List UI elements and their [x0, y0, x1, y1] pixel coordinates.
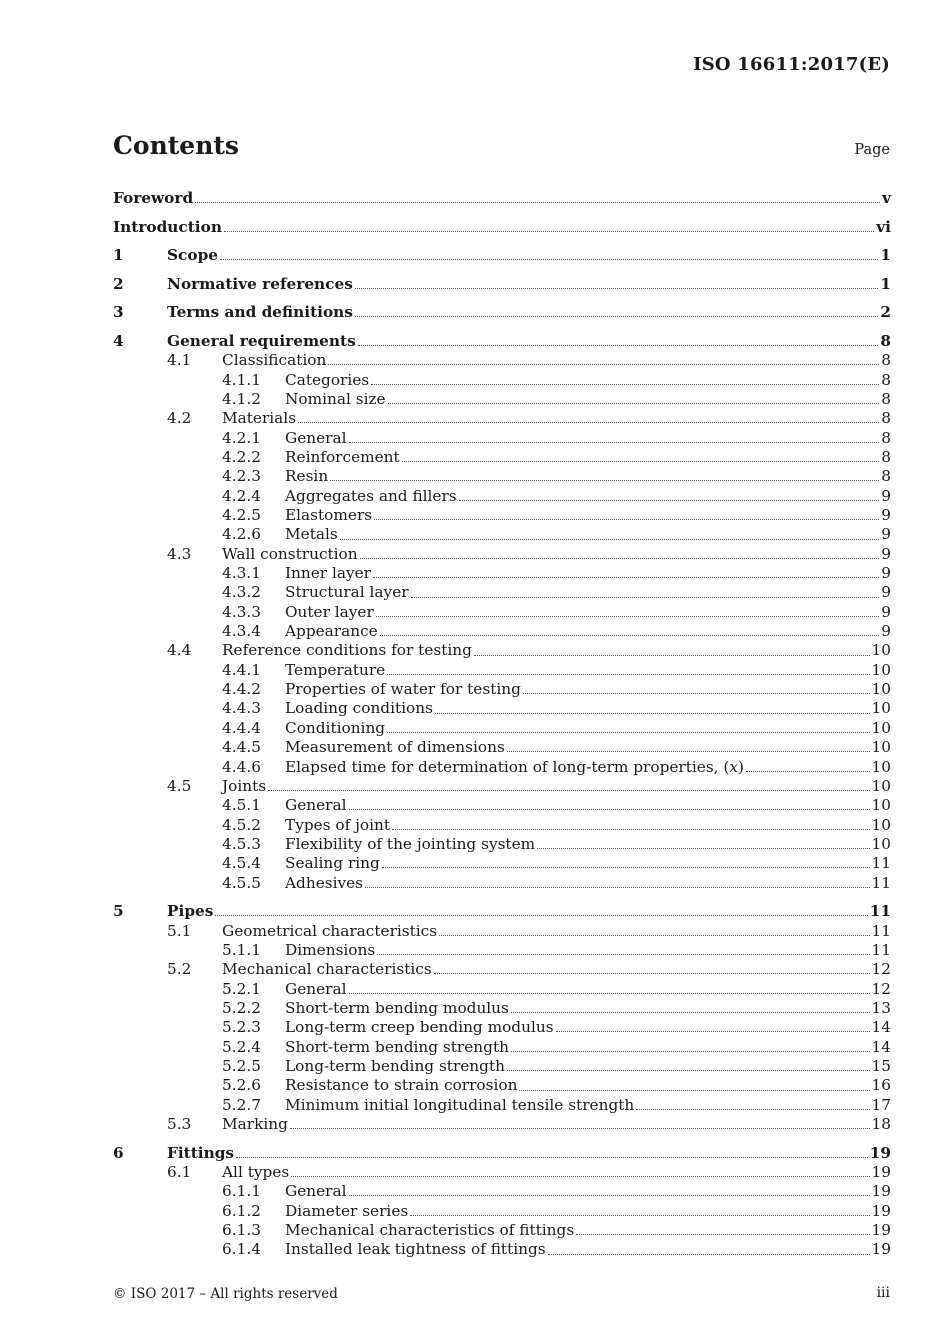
dot-leader [358, 345, 879, 346]
toc-entry-title: Scope [167, 246, 218, 265]
toc-entry-number: 4.4.3 [222, 699, 261, 718]
toc-entry-page: 10 [871, 680, 891, 699]
dot-leader [511, 1012, 870, 1013]
toc-entry-page: 11 [871, 854, 891, 873]
toc-entry-number: 4.2 [167, 409, 192, 428]
toc-entry-number: 4.5 [167, 776, 192, 795]
dot-leader [402, 461, 880, 462]
toc-entry[interactable] [113, 407, 891, 426]
dot-leader [410, 1215, 869, 1216]
toc-entry-page: 8 [881, 428, 891, 447]
toc-entry[interactable] [113, 833, 891, 852]
toc-entry[interactable] [113, 216, 891, 235]
toc-entry-title: Properties of water for testing [285, 680, 521, 699]
footer-page-number: iii [876, 1285, 890, 1301]
toc-entry[interactable] [113, 446, 891, 465]
toc-entry-title: Conditioning [285, 718, 386, 737]
toc-entry-page: 17 [871, 1095, 891, 1114]
toc-entry-page: vi [876, 217, 891, 236]
toc-entry-title: Short-term bending strength [285, 1037, 509, 1056]
toc-entry-number: 4.4.2 [222, 680, 261, 699]
toc-entry-page: 1 [880, 246, 891, 265]
toc-entry[interactable] [113, 369, 891, 388]
toc-entry[interactable] [113, 1036, 891, 1055]
toc-entry-page: 12 [871, 979, 891, 998]
toc-entry-title: Dimensions [285, 940, 376, 959]
toc-entry-title: Nominal size [285, 389, 386, 408]
toc-entry[interactable] [113, 814, 891, 833]
toc-entry-page: 14 [871, 1037, 891, 1056]
toc-entry-page: 8 [881, 389, 891, 408]
dot-leader [523, 693, 870, 694]
toc-entry-title: Resistance to strain corrosion [285, 1076, 518, 1095]
toc-entry-title: Flexibility of the jointing system [285, 834, 536, 853]
toc-entry-page: 12 [871, 960, 891, 979]
toc-entry-page: 14 [871, 1018, 891, 1037]
toc-entry-page: 8 [881, 447, 891, 466]
toc-entry-number: 4.1.2 [222, 389, 261, 408]
toc-entry-title: Long-term bending strength [285, 1056, 505, 1075]
toc-entry-page: 8 [881, 467, 891, 486]
toc-entry-number: 4.3.2 [222, 583, 261, 602]
toc-entry[interactable] [113, 1219, 891, 1238]
toc-entry-number: 2 [113, 274, 124, 293]
toc-entry-title: Normative references [167, 274, 353, 293]
toc-entry-title: Types of joint [285, 815, 390, 834]
dot-leader [268, 790, 869, 791]
toc-entry-title: Long-term creep bending modulus [285, 1018, 554, 1037]
dot-leader [355, 316, 878, 317]
page-column-label: Page [854, 142, 890, 158]
dot-leader [373, 577, 879, 578]
dot-leader [519, 1090, 869, 1091]
toc-entry-number: 6.1 [167, 1162, 192, 1181]
dot-leader [459, 500, 880, 501]
toc-entry-number: 4.1.1 [222, 370, 261, 389]
toc-entry-page: 9 [881, 505, 891, 524]
dot-leader [215, 915, 867, 916]
toc-entry-page: 10 [871, 718, 891, 737]
toc-entry[interactable] [113, 1238, 891, 1257]
dot-leader [387, 732, 869, 733]
toc-entry-number: 4.2.6 [222, 525, 261, 544]
toc-entry-title: Classification [222, 351, 327, 370]
dot-leader [511, 1051, 870, 1052]
toc-entry[interactable] [113, 1180, 891, 1199]
toc-entry-page: 10 [871, 796, 891, 815]
footer-copyright: © ISO 2017 – All rights reserved [113, 1286, 338, 1302]
toc-entry-number: 4.4 [167, 641, 192, 660]
toc-entry[interactable] [113, 958, 891, 977]
toc-entry[interactable] [113, 244, 891, 263]
toc-entry-page: 1 [880, 274, 891, 293]
toc-entry[interactable] [113, 562, 891, 581]
toc-entry-title: General [285, 428, 347, 447]
toc-entry-number: 6.1.3 [222, 1220, 261, 1239]
toc-entry-number: 6 [113, 1143, 124, 1162]
toc-entry-title: Fittings [167, 1143, 235, 1162]
toc-entry-number: 4.3.1 [222, 564, 261, 582]
dot-leader [434, 973, 870, 974]
toc-entry-title: Pipes [167, 902, 214, 921]
dot-leader [537, 848, 869, 849]
toc-entry[interactable] [113, 1074, 891, 1093]
dot-leader [411, 597, 880, 598]
toc-entry-title: Sealing ring [285, 854, 380, 873]
toc-entry-title: Terms and definitions [167, 303, 353, 322]
toc-entry-number: 4.5.4 [222, 854, 261, 873]
dot-leader [377, 954, 869, 955]
toc-entry-number: 4.2.3 [222, 467, 261, 486]
toc-entry-number: 4 [113, 331, 124, 350]
toc-entry[interactable] [113, 273, 891, 292]
toc-entry-page: 8 [880, 331, 891, 350]
toc-entry[interactable] [113, 427, 891, 446]
dot-leader [290, 1128, 870, 1129]
toc-entry-number: 4.3.4 [222, 622, 261, 640]
toc-entry-number: 4.3.3 [222, 602, 261, 621]
toc-entry-page: 8 [881, 409, 891, 428]
toc-entry[interactable] [113, 978, 891, 997]
toc-entry-title: Aggregates and fillers [285, 486, 457, 505]
toc-entry-number: 4.5.3 [222, 834, 261, 853]
toc-entry-title: Loading conditions [285, 699, 433, 718]
toc-entry[interactable] [113, 997, 891, 1016]
toc-entry-title: Diameter series [285, 1201, 409, 1220]
toc-entry[interactable] [113, 1094, 891, 1113]
toc-entry-page: 10 [871, 641, 891, 660]
toc-entry[interactable] [113, 581, 891, 600]
toc-entry-number: 6.1.2 [222, 1201, 261, 1220]
standard-identifier: ISO 16611:2017(E) [693, 54, 890, 75]
toc-entry-number: 5.2.4 [222, 1037, 261, 1056]
dot-leader [382, 867, 870, 868]
toc-entry-number: 6.1.1 [222, 1182, 261, 1201]
toc-entry-title: General [285, 1182, 347, 1201]
dot-leader [291, 1176, 869, 1177]
toc-entry-title: Metals [285, 525, 338, 544]
toc-entry-number: 4.4.6 [222, 757, 261, 776]
toc-entry[interactable] [113, 465, 891, 484]
toc-entry[interactable] [113, 485, 891, 504]
toc-entry-page: 9 [881, 602, 891, 621]
toc-entry-page: 10 [871, 699, 891, 718]
dot-leader [328, 364, 879, 365]
toc-entry-page: 15 [871, 1056, 891, 1075]
dot-leader [474, 655, 870, 656]
toc-entry[interactable] [113, 504, 891, 523]
toc-entry-page: 10 [871, 757, 891, 776]
dot-leader [360, 558, 880, 559]
toc-entry-number: 4.2.1 [222, 428, 261, 447]
toc-entry-title: Categories [285, 370, 370, 389]
toc-entry-title: Appearance [285, 622, 378, 640]
dot-leader [349, 809, 870, 810]
toc-entry[interactable] [113, 756, 891, 775]
dot-leader [380, 635, 880, 636]
toc-entry-page: 10 [871, 738, 891, 757]
toc-entry-page: 11 [871, 940, 891, 959]
toc-entry-title: Measurement of dimensions [285, 738, 505, 757]
toc-entry-page: 9 [881, 622, 891, 640]
toc-entry[interactable] [113, 717, 891, 736]
toc-entry[interactable] [113, 1055, 891, 1074]
toc-entry[interactable] [113, 187, 891, 206]
toc-entry-title: Reinforcement [285, 447, 400, 466]
toc-entry-number: 5.2.1 [222, 979, 261, 998]
toc-entry-number: 5.1.1 [222, 940, 261, 959]
toc-entry-page: 11 [871, 921, 891, 940]
toc-entry[interactable] [113, 872, 891, 891]
toc-entry-page: 19 [871, 1201, 891, 1220]
toc-entry-number: 6.1.4 [222, 1240, 261, 1259]
dot-leader [507, 751, 870, 752]
dot-leader [576, 1234, 869, 1235]
toc-entry-number: 4.2.2 [222, 447, 261, 466]
toc-entry-title: Geometrical characteristics [222, 921, 438, 940]
dot-leader [746, 771, 870, 772]
toc-entry-page: 8 [881, 370, 891, 389]
dot-leader [220, 259, 878, 260]
toc-entry[interactable] [113, 852, 891, 871]
toc-entry-number: 4.5.5 [222, 873, 261, 892]
toc-entry-title: Structural layer [285, 583, 409, 602]
toc-entry-number: 5 [113, 902, 124, 921]
toc-entry-number: 4.5.1 [222, 796, 261, 815]
dot-leader [340, 539, 880, 540]
toc-entry[interactable] [113, 388, 891, 407]
dot-leader [556, 1031, 870, 1032]
toc-entry[interactable] [113, 620, 891, 639]
toc-entry-number: 4.4.1 [222, 660, 261, 679]
toc-entry[interactable] [113, 523, 891, 542]
toc-entry-page: 19 [871, 1162, 891, 1181]
toc-entry-page: 10 [871, 660, 891, 679]
toc-entry-title: All types [222, 1162, 290, 1181]
toc-entry-number: 5.2.6 [222, 1076, 261, 1095]
toc-entry-page: 10 [871, 815, 891, 834]
toc-entry-page: 19 [871, 1240, 891, 1259]
toc-entry-number: 5.2 [167, 960, 192, 979]
toc-entry-page: 10 [871, 776, 891, 795]
toc-entry-title: Adhesives [285, 873, 364, 892]
toc-entry-title: Joints [222, 776, 267, 795]
toc-entry-number: 4.2.5 [222, 505, 261, 524]
toc-entry-page: 9 [881, 583, 891, 602]
toc-entry-number: 5.2.5 [222, 1056, 261, 1075]
dot-leader [548, 1254, 870, 1255]
toc-entry-number: 5.1 [167, 921, 192, 940]
toc-entry-page: 19 [869, 1143, 891, 1162]
dot-leader [195, 202, 880, 203]
contents-title: Contents [113, 131, 240, 160]
toc-entry[interactable] [113, 775, 891, 794]
dot-leader [392, 829, 870, 830]
toc-entry-number: 5.2.3 [222, 1018, 261, 1037]
toc-entry-title: General [285, 979, 347, 998]
dot-leader [435, 713, 870, 714]
toc-entry[interactable] [113, 900, 891, 919]
toc-entry-title: Temperature [285, 660, 386, 679]
dot-leader [388, 403, 880, 404]
toc-entry[interactable] [113, 1200, 891, 1219]
toc-entry-page: 9 [881, 544, 891, 563]
toc-entry[interactable] [113, 1161, 891, 1180]
toc-entry-title: Mechanical characteristics [222, 960, 432, 979]
toc-entry[interactable] [113, 543, 891, 562]
toc-entry[interactable] [113, 1113, 891, 1132]
dot-leader [507, 1070, 870, 1071]
toc-entry-title: Short-term bending modulus [285, 998, 509, 1017]
toc-entry-number: 5.2.2 [222, 998, 261, 1017]
toc-entry-title: Introduction [113, 217, 222, 236]
toc-entry-page: v [882, 189, 891, 207]
toc-entry-number: 5.3 [167, 1115, 192, 1133]
toc-entry[interactable] [113, 794, 891, 813]
toc-entry-page: 8 [881, 351, 891, 370]
toc-entry-title: Elapsed time for determination of long-term properties, (x) [285, 757, 744, 776]
toc-entry[interactable] [113, 939, 891, 958]
dot-leader [349, 993, 870, 994]
toc-entry-title: Wall construction [222, 544, 358, 563]
toc-entry[interactable] [113, 349, 891, 368]
toc-entry-title: Mechanical characteristics of fittings [285, 1220, 575, 1239]
toc-entry-number: 4.1 [167, 351, 192, 370]
toc-entry[interactable] [113, 330, 891, 349]
toc-entry-title: Marking [222, 1115, 288, 1133]
dot-leader [374, 519, 879, 520]
toc-entry-title: Inner layer [285, 564, 371, 582]
toc-entry-page: 19 [871, 1220, 891, 1239]
dot-leader [349, 1195, 870, 1196]
toc-entry-title: General requirements [167, 331, 356, 350]
toc-entry-title: Materials [222, 409, 297, 428]
toc-entry-number: 4.2.4 [222, 486, 261, 505]
toc-entry-number: 4.3 [167, 544, 192, 563]
dot-leader [298, 422, 879, 423]
toc-entry-page: 11 [871, 873, 891, 892]
toc-entry[interactable] [113, 601, 891, 620]
toc-entry-title: Minimum initial longitudinal tensile strength [285, 1095, 635, 1114]
dot-leader [330, 480, 879, 481]
toc-entry-title: Outer layer [285, 602, 374, 621]
toc-entry[interactable] [113, 920, 891, 939]
toc-entry-page: 19 [871, 1182, 891, 1201]
toc-entry-title: Foreword [113, 189, 194, 207]
toc-entry-page: 9 [881, 564, 891, 582]
dot-leader [365, 887, 870, 888]
toc-entry[interactable] [113, 1016, 891, 1035]
toc-entry[interactable] [113, 678, 891, 697]
toc-entry-page: 2 [880, 303, 891, 322]
toc-entry-number: 5.2.7 [222, 1095, 261, 1114]
toc-entry-number: 4.5.2 [222, 815, 261, 834]
toc-entry-title: Resin [285, 467, 329, 486]
dot-leader [376, 616, 879, 617]
dot-leader [236, 1157, 868, 1158]
toc-entry[interactable] [113, 1142, 891, 1161]
toc-entry-number: 4.4.5 [222, 738, 261, 757]
toc-entry-page: 18 [871, 1115, 891, 1133]
toc-entry[interactable] [113, 659, 891, 678]
toc-entry-page: 13 [871, 998, 891, 1017]
toc-entry-title: General [285, 796, 347, 815]
toc-entry-page: 16 [871, 1076, 891, 1095]
toc-entry-title: Reference conditions for testing [222, 641, 472, 660]
toc-entry[interactable] [113, 736, 891, 755]
toc-entry[interactable] [113, 301, 891, 320]
dot-leader [636, 1109, 869, 1110]
dot-leader [439, 935, 869, 936]
toc-entry-page: 9 [881, 486, 891, 505]
dot-leader [355, 288, 879, 289]
toc-entry-number: 3 [113, 303, 124, 322]
toc-entry-title: Elastomers [285, 505, 373, 524]
dot-leader [371, 384, 879, 385]
toc-entry-page: 10 [871, 834, 891, 853]
toc-entry-title: Installed leak tightness of fittings [285, 1240, 546, 1259]
toc-entry-number: 1 [113, 246, 124, 265]
toc-entry-number: 4.4.4 [222, 718, 261, 737]
toc-entry[interactable] [113, 697, 891, 716]
dot-leader [224, 231, 874, 232]
toc-entry-page: 11 [869, 902, 891, 921]
toc-entry[interactable] [113, 639, 891, 658]
dot-leader [349, 442, 880, 443]
dot-leader [387, 674, 869, 675]
toc-entry-page: 9 [881, 525, 891, 544]
